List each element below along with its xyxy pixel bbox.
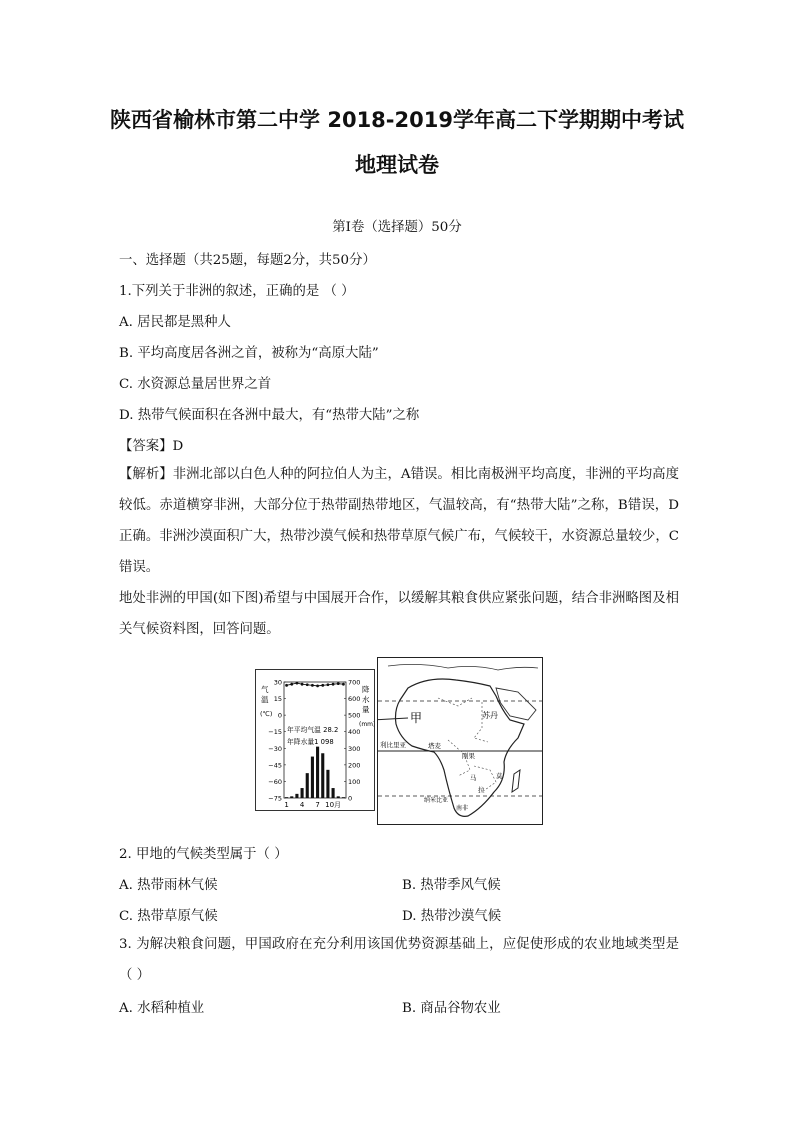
precip-bar-2 bbox=[290, 796, 293, 798]
precip-tick-label: 200 bbox=[348, 761, 361, 770]
question-1-stem: 1.下列关于非洲的叙述，正确的是 （ ） bbox=[119, 284, 355, 299]
temp-tick-label: 0 bbox=[277, 711, 282, 720]
temp-tick-label: −45 bbox=[268, 761, 282, 770]
map-label-congo: 刚果 bbox=[462, 752, 475, 760]
precip-tick-label: 600 bbox=[348, 695, 361, 704]
month-tick-label: 7 bbox=[315, 801, 320, 809]
temperature-point-8 bbox=[321, 684, 324, 687]
map-label-namibia: 纳米比亚 bbox=[424, 797, 449, 804]
arabia-outline bbox=[496, 688, 536, 720]
annual-precip-label: 年降水量1 098 bbox=[287, 738, 334, 746]
question-2-stem: 2. 甲地的气候类型属于（ ） bbox=[119, 847, 288, 862]
question-1-answer: 【答案】D bbox=[119, 439, 184, 454]
question-1-option-d: D. 热带气候面积在各洲中最大，有“热带大陆”之称 bbox=[119, 408, 420, 423]
temp-tick-label: −75 bbox=[268, 794, 282, 803]
temperature-point-6 bbox=[311, 684, 314, 687]
question-2-option-a: A. 热带雨林气候 bbox=[119, 878, 218, 893]
part-heading: 一、选择题（共25题，每题2分，共50分） bbox=[119, 253, 376, 268]
section-heading: 第Ⅰ卷（选择题）50分 bbox=[332, 220, 462, 235]
temperature-point-4 bbox=[301, 683, 304, 686]
map-label-tanzania: 莫 bbox=[496, 772, 503, 780]
question-1-analysis: 【解析】非洲北部以白色人种的阿拉伯人为主，A错误。相比南极洲平均高度，非洲的平均高度较低。赤道横穿非洲，大部分位于热带副热带地区，气温较高，有“热带大陆”之称，B错误，D正确。非洲沙漠面积广大，热带沙漠气候和热带草原气候广布，气候较干，水资源总量较少，C错误。 bbox=[119, 467, 679, 575]
border-sudan bbox=[474, 702, 488, 742]
precip-axis-label-3: 量 bbox=[362, 705, 370, 714]
month-tick-label: 1 bbox=[284, 801, 289, 809]
precip-tick-label: 100 bbox=[348, 777, 361, 786]
climate-chart-svg bbox=[256, 670, 374, 810]
precip-bar-11 bbox=[337, 796, 340, 798]
temperature-point-3 bbox=[296, 682, 299, 685]
precip-tick-label: 500 bbox=[348, 711, 361, 720]
climate-chart bbox=[255, 669, 375, 811]
temp-axis-label-2: 温 bbox=[261, 695, 269, 704]
question-1-option-b: B. 平均高度居各洲之首，被称为“高原大陆” bbox=[119, 346, 379, 361]
temp-tick-label: −30 bbox=[268, 744, 282, 753]
precip-axis-label-1: 降 bbox=[362, 685, 370, 694]
temperature-point-10 bbox=[332, 683, 335, 686]
precip-axis-label-2: 水 bbox=[362, 695, 370, 704]
precip-bar-12 bbox=[342, 797, 345, 798]
africa-map bbox=[377, 657, 543, 825]
jia-pointer-line bbox=[378, 718, 408, 720]
question-1-option-a: A. 居民都是黑种人 bbox=[119, 315, 231, 330]
precip-bar-9 bbox=[326, 770, 329, 798]
temperature-point-5 bbox=[306, 683, 309, 686]
map-label-malawi: 马 bbox=[470, 774, 477, 782]
precip-tick-label: 700 bbox=[348, 678, 361, 687]
map-label-jia: 甲 bbox=[410, 711, 423, 725]
border-north bbox=[438, 698, 472, 706]
exam-subject-title: 地理试卷 bbox=[355, 153, 439, 177]
precip-bar-3 bbox=[295, 794, 298, 798]
question-2-option-d: D. 热带沙漠气候 bbox=[402, 909, 502, 924]
month-tick-label: 10月 bbox=[325, 801, 342, 809]
precip-tick-label: 400 bbox=[348, 728, 361, 737]
question-1-option-c: C. 水资源总量居世界之首 bbox=[119, 377, 272, 392]
madagascar-outline bbox=[512, 770, 520, 792]
question-3-option-b: B. 商品谷物农业 bbox=[402, 1001, 501, 1016]
avg-temp-label: 年平均气温 28.2 bbox=[287, 726, 339, 734]
map-label-south: 南非 bbox=[456, 805, 469, 812]
temp-tick-label: −15 bbox=[268, 728, 282, 737]
temperature-point-1 bbox=[285, 684, 288, 687]
temperature-point-11 bbox=[337, 682, 340, 685]
europe-coastline bbox=[388, 664, 538, 670]
map-label-liberia: 利比里亚 bbox=[380, 741, 406, 749]
precip-axis-unit: (mm) bbox=[359, 721, 374, 728]
temperature-point-2 bbox=[290, 683, 293, 686]
question-2-option-c: C. 热带草原气候 bbox=[119, 909, 218, 924]
temperature-line bbox=[287, 683, 344, 686]
temperature-point-7 bbox=[316, 684, 319, 687]
question-3-stem: 3. 为解决粮食问题，甲国政府在充分利用该国优势资源基础上，应促使形成的农业地域类型是（ ） bbox=[119, 937, 679, 983]
temp-tick-label: 30 bbox=[273, 678, 282, 687]
precip-bar-7 bbox=[316, 747, 319, 798]
question-3-option-a: A. 水稻种植业 bbox=[119, 1001, 205, 1016]
precip-bar-1 bbox=[285, 797, 288, 798]
temp-axis-unit: (℃) bbox=[260, 710, 273, 718]
material-intro: 地处非洲的甲国(如下图)希望与中国展开合作，以缓解其粮食供应紧张问题，结合非洲略图及相关气候资料图，回答问题。 bbox=[119, 591, 679, 637]
precip-tick-label: 0 bbox=[348, 794, 353, 803]
map-label-mozambique: 拉 bbox=[478, 786, 485, 794]
month-tick-label: 4 bbox=[299, 801, 305, 809]
temp-tick-label: −60 bbox=[268, 777, 282, 786]
precip-bar-8 bbox=[321, 753, 324, 798]
precip-tick-label: 300 bbox=[348, 744, 361, 753]
temperature-point-9 bbox=[327, 683, 330, 686]
climate-and-map-figure bbox=[255, 657, 543, 825]
question-2-option-b: B. 热带季风气候 bbox=[402, 878, 501, 893]
precip-bar-6 bbox=[311, 757, 314, 798]
temp-tick-label: 15 bbox=[273, 695, 282, 704]
precip-bar-5 bbox=[306, 773, 309, 798]
map-label-tamale: 塔麦 bbox=[428, 742, 441, 750]
exam-title: 陕西省榆林市第二中学 2018-2019学年高二下学期期中考试 bbox=[110, 108, 684, 132]
precip-bar-10 bbox=[332, 788, 335, 798]
temp-axis-label-1: 气 bbox=[261, 685, 269, 694]
precip-bar-4 bbox=[301, 788, 304, 798]
temperature-point-12 bbox=[342, 683, 345, 686]
africa-map-svg bbox=[378, 658, 542, 824]
map-label-sudan: 苏丹 bbox=[482, 711, 498, 720]
